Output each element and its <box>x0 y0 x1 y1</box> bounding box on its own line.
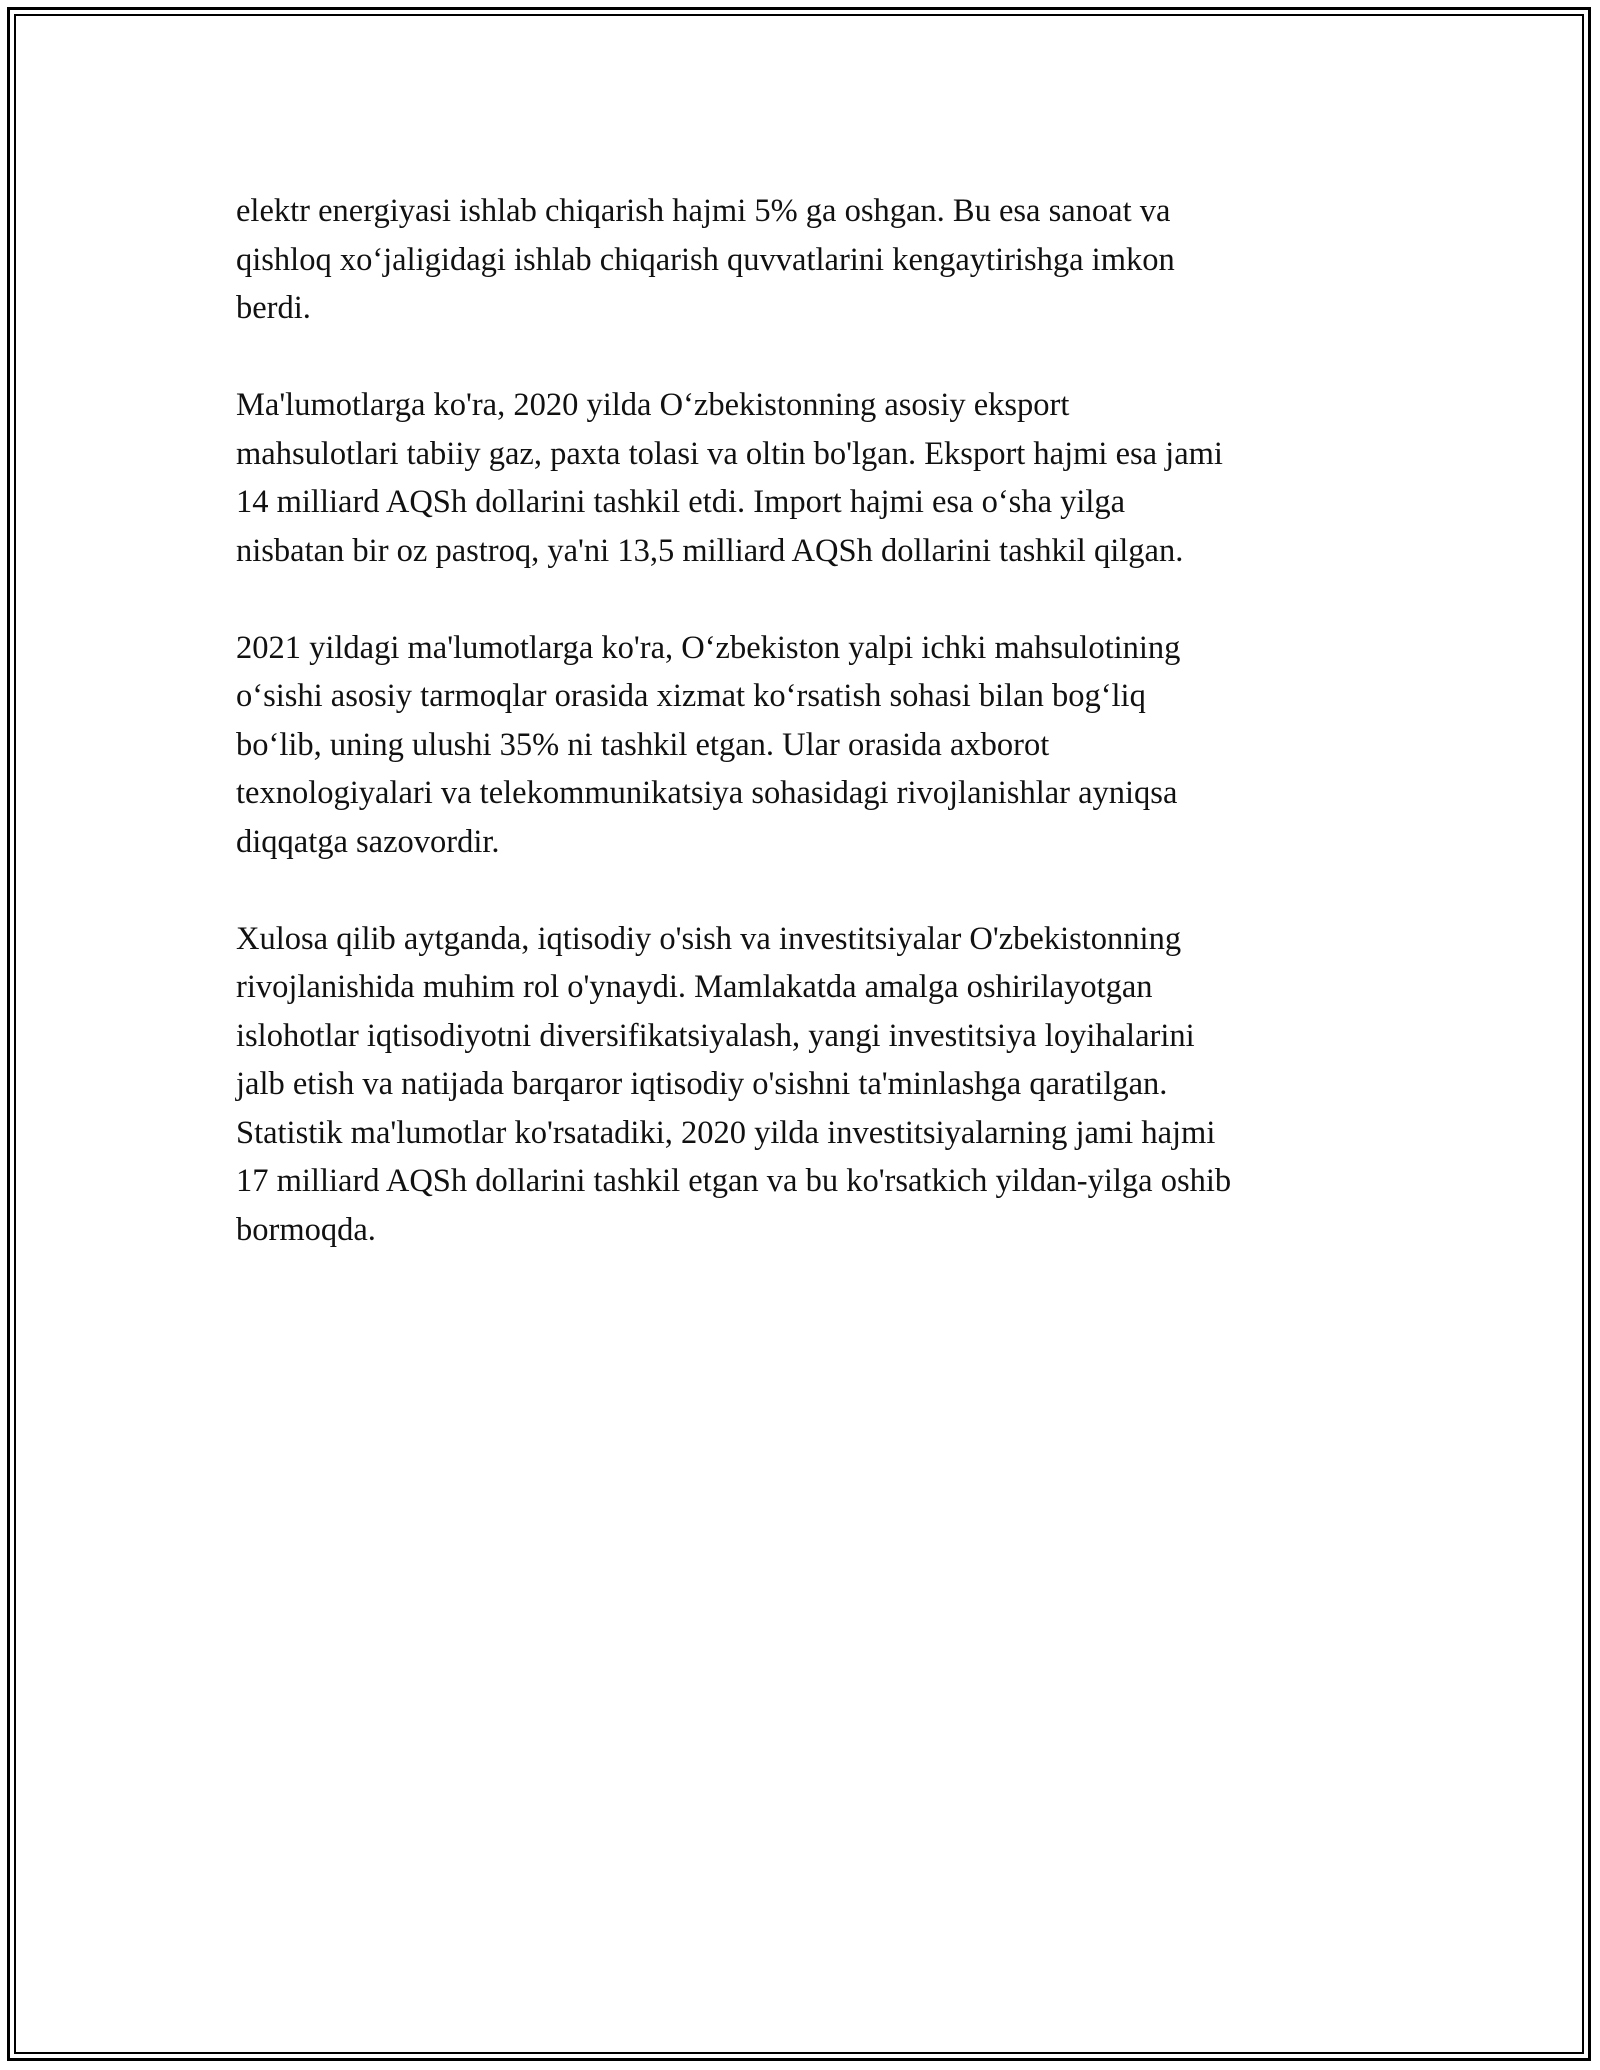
text-line: Ma'lumotlarga ko'ra, 2020 yilda O‘zbekistonning asosiy eksport <box>236 387 1070 423</box>
text-line: Statistik ma'lumotlar ko'rsatadiki, 2020 yilda investitsiyalarning jami hajmi <box>236 1114 1216 1151</box>
text-line: elektr energiyasi ishlab chiqarish hajmi 5% ga oshgan. Bu esa sanoat va <box>236 193 1171 229</box>
text-line: Xulosa qilib aytganda, iqtisodiy o'sish va investitsiyalar O'zbekistonning <box>236 920 1182 957</box>
text-line: 2021 yildagi ma'lumotlarga ko'ra, O‘zbekiston yalpi ichki mahsulotining <box>236 629 1181 666</box>
text-line: bormoqda. <box>236 1211 376 1248</box>
text-line: mahsulotlari tabiiy gaz, paxta tolasi va oltin bo'lgan. Eksport hajmi esa jami <box>236 435 1223 472</box>
document-body <box>236 187 1366 1303</box>
text-line: qishloq xo‘jaligidagi ishlab chiqarish quvvatlarini kengaytirishga imkon <box>236 241 1175 278</box>
text-line: nisbatan bir oz pastroq, ya'ni 13,5 milliard AQSh dollarini tashkil qilgan. <box>236 532 1184 569</box>
paragraph-conclusion <box>236 915 1366 1255</box>
text-line: 14 milliard AQSh dollarini tashkil etdi. Import hajmi esa o‘sha yilga <box>236 484 1126 520</box>
text-line: islohotlar iqtisodiyotni diversifikatsiyalash, yangi investitsiya loyihalarini <box>236 1017 1195 1054</box>
text-line: jalb etish va natijada barqaror iqtisodiy o'sishni ta'minlashga qaratilgan. <box>236 1066 1168 1102</box>
paragraph-gdp <box>236 624 1366 867</box>
text-line: texnologiyalari va telekommunikatsiya sohasidagi rivojlanishlar ayniqsa <box>236 775 1178 811</box>
text-line: o‘sishi asosiy tarmoqlar orasida xizmat ko‘rsatish sohasi bilan bog‘liq <box>236 678 1146 714</box>
text-line: rivojlanishida muhim rol o'ynaydi. Mamlakatda amalga oshirilayotgan <box>236 969 1153 1005</box>
text-line: diqqatga sazovordir. <box>236 823 500 860</box>
paragraph-exports <box>236 381 1366 575</box>
paragraph-electricity <box>236 187 1366 333</box>
text-line: berdi. <box>236 290 311 326</box>
text-line: bo‘lib, uning ulushi 35% ni tashkil etgan. Ular orasida axborot <box>236 726 1050 763</box>
text-line: 17 milliard AQSh dollarini tashkil etgan va bu ko'rsatkich yildan-yilga oshib <box>236 1163 1232 1199</box>
